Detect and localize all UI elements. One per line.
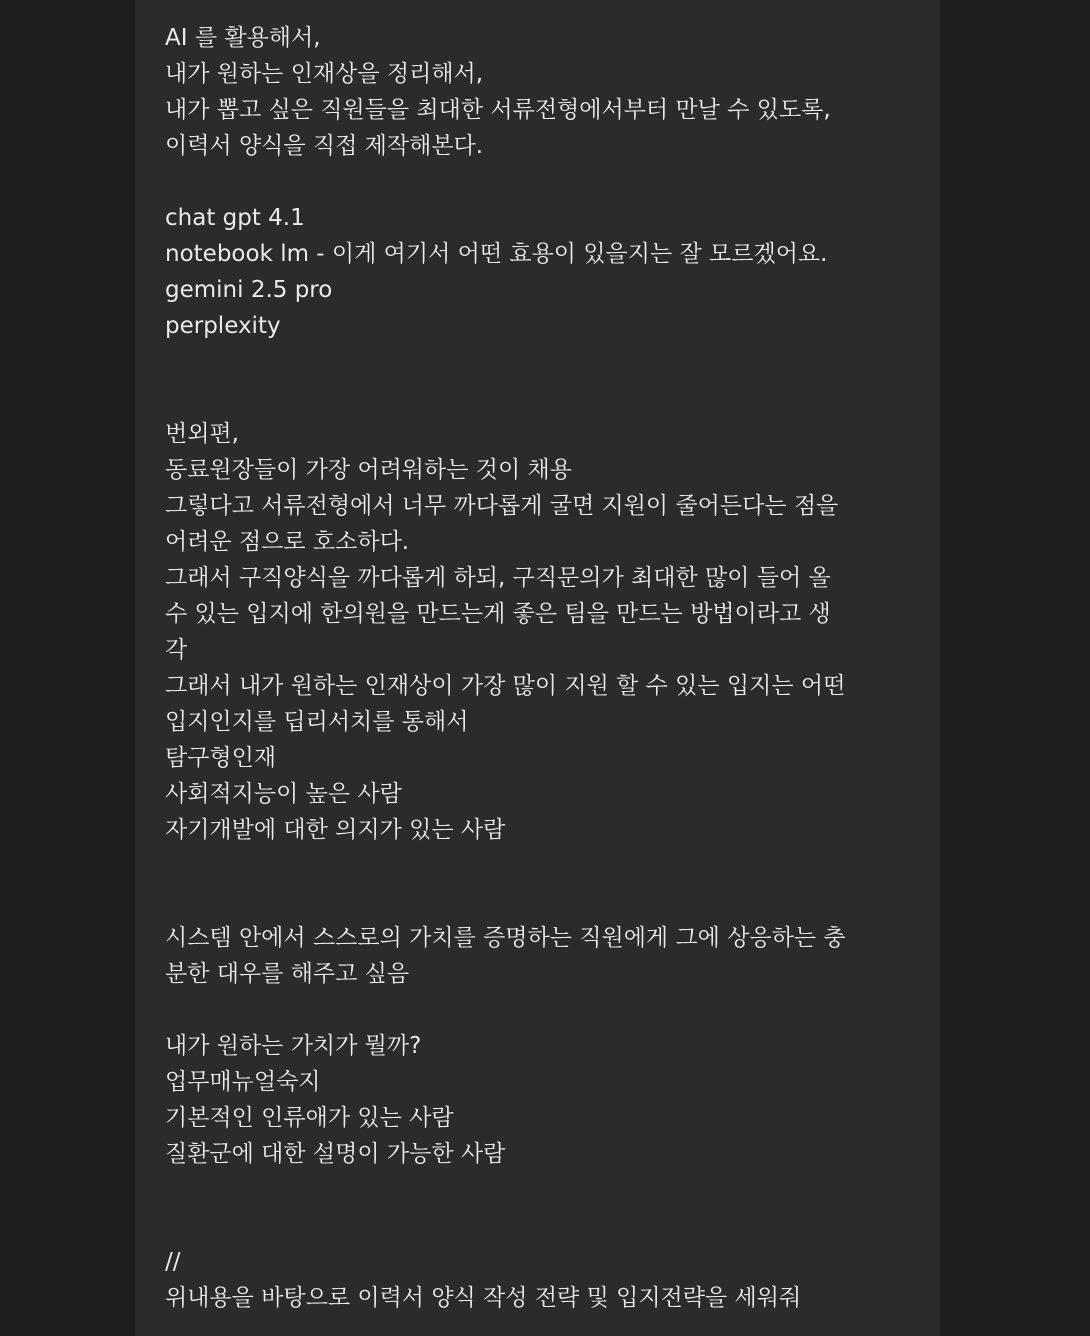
text-line: gemini 2.5 pro <box>165 277 333 303</box>
blank-line <box>165 344 925 380</box>
blank-line <box>165 884 925 920</box>
text-line: 시스템 안에서 스스로의 가치를 증명하는 직원에게 그에 상응하는 충 <box>165 925 846 951</box>
blank-line <box>165 164 925 200</box>
text-line: 내가 원하는 가치가 뭘까? <box>165 1033 422 1059</box>
text-line: 탐구형인재 <box>165 745 277 771</box>
text-line: 동료원장들이 가장 어려워하는 것이 채용 <box>165 457 572 483</box>
blank-line <box>165 992 925 1028</box>
text-line: 이력서 양식을 직접 제작해본다. <box>165 133 484 159</box>
text-line: 어려운 점으로 호소하다. <box>165 529 410 555</box>
text-line: 번외편, <box>165 421 239 447</box>
text-line: 사회적지능이 높은 사람 <box>165 781 402 807</box>
text-line: 위내용을 바탕으로 이력서 양식 작성 전략 및 입지전략을 세워줘 <box>165 1285 802 1311</box>
blank-line <box>165 380 925 416</box>
text-line: 내가 원하는 인재상을 정리해서, <box>165 61 484 87</box>
blank-line <box>165 1208 925 1244</box>
blank-line <box>165 1172 925 1208</box>
text-line: 그래서 내가 원하는 인재상이 가장 많이 지원 할 수 있는 입지는 어떤 <box>165 673 846 699</box>
text-line: chat gpt 4.1 <box>165 205 305 231</box>
text-line: 자기개발에 대한 의지가 있는 사람 <box>165 817 506 843</box>
text-line: // <box>165 1249 181 1275</box>
text-line: perplexity <box>165 313 281 339</box>
text-line: 업무매뉴얼숙지 <box>165 1069 321 1095</box>
text-line: 분한 대우를 해주고 싶음 <box>165 961 410 987</box>
text-line: notebook lm - 이게 여기서 어떤 효용이 있을지는 잘 모르겠어요. <box>165 241 828 267</box>
text-content[interactable] <box>165 20 925 1316</box>
text-line: 각 <box>165 637 188 663</box>
blank-line <box>165 848 925 884</box>
text-line: 질환군에 대한 설명이 가능한 사람 <box>165 1141 506 1167</box>
text-line: 그렇다고 서류전형에서 너무 까다롭게 굴면 지원이 줄어든다는 점을 <box>165 493 839 519</box>
text-line: 기본적인 인류애가 있는 사람 <box>165 1105 454 1131</box>
text-line: 수 있는 입지에 한의원을 만드는게 좋은 팀을 만드는 방법이라고 생 <box>165 601 831 627</box>
text-line: 내가 뽑고 싶은 직원들을 최대한 서류전형에서부터 만날 수 있도록, <box>165 97 831 123</box>
text-line: 그래서 구직양식을 까다롭게 하되, 구직문의가 최대한 많이 들어 올 <box>165 565 831 591</box>
text-line: 입지인지를 딥리서치를 통해서 <box>165 709 469 735</box>
text-line: AI 를 활용해서, <box>165 25 321 51</box>
